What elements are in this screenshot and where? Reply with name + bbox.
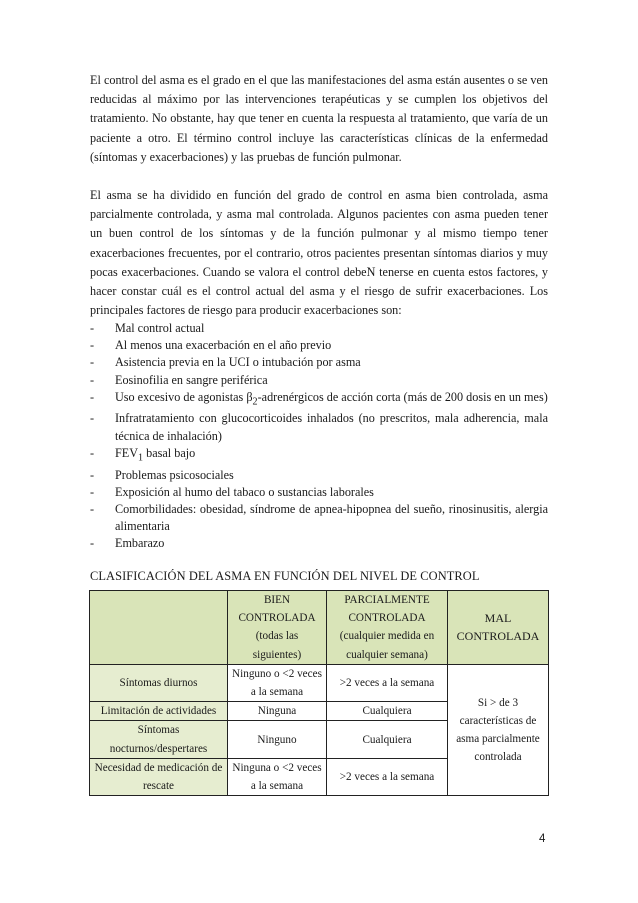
cell-parcial: >2 veces a la semana bbox=[327, 758, 448, 795]
cell-bien: Ninguna bbox=[228, 702, 327, 721]
list-item: - $FEV_1$ basal bajo bbox=[90, 445, 196, 464]
header-bien-controlada: BIEN CONTROLADA (todas las siguientes) bbox=[228, 591, 327, 665]
cell-bien: Ninguno bbox=[228, 721, 327, 758]
header-empty-cell bbox=[90, 591, 228, 665]
paragraph-asthma-control-definition: El control del asma es el grado en el que las manifestaciones del asma están ausentes o se ven reducidas al máximo por las intervenciones terapéuticas y se cumplen los objetivos del tratamiento. No obstante, hay que tener en cuenta la respuesta al tratamiento, que varía de un paciente a otro. El término control incluye las características clínicas de la enfermedad (síntomas y exacerbaciones) y las pruebas de función pulmonar. bbox=[90, 73, 548, 164]
list-item: - Comorbilidades: obesidad, síndrome de apnea-hipopnea del sueño, rinosinusitis, alergia alimentaria bbox=[90, 501, 548, 534]
list-item: - Al menos una exacerbación en el año previo bbox=[90, 338, 332, 353]
list-item: - Infratratamiento con glucocorticoides inhalados (no prescritos, mala adherencia, mala técnica de inhalación) bbox=[90, 411, 548, 443]
header-parcialmente-controlada: PARCIALMENTE CONTROLADA (cualquier medida en cualquier semana) bbox=[327, 591, 448, 665]
header-mal-controlada: MAL CONTROLADA bbox=[448, 591, 549, 665]
cell-parcial: >2 veces a la semana bbox=[327, 664, 448, 701]
cell-parcial: Cualquiera bbox=[327, 721, 448, 758]
row-label-sintomas-nocturnos: Síntomas nocturnos/despertares bbox=[90, 721, 228, 758]
list-item: - Asistencia previa en la UCI o intubación por asma bbox=[90, 355, 361, 370]
cell-bien: Ninguna o <2 veces a la semana bbox=[228, 758, 327, 795]
cell-parcial: Cualquiera bbox=[327, 702, 448, 721]
list-item: - Embarazo bbox=[90, 536, 165, 551]
list-item: - Exposición al humo del tabaco o sustancias laborales bbox=[90, 484, 374, 499]
list-item: - Uso excesivo de agonistas $\beta_2$-adrenérgicos de acción corta (más de 200 dosis en un mes) bbox=[90, 389, 548, 408]
list-item: - Problemas psicosociales bbox=[90, 467, 234, 482]
row-label-limitacion-actividades: Limitación de actividades bbox=[90, 702, 228, 721]
paragraph-control-classification: El asma se ha dividido en función del grado de control en asma bien controlada, asma parcialmente controlada, y asma mal controlada. Algunos pacientes con asma pueden tener un buen control de los síntomas y de la función pulmonar y al mismo tiempo tener exacerbaciones frecuentes, por el contrario, otros pacientes presentan síntomas diarios y muy pocas exacerbaciones. Cuando se valora el control debeN tenerse en cuenta estos factores, y hacer constar cuál es el control actual del asma y el riesgo de sufrir exacerbaciones. Los principales factores de riesgo para producir exacerbaciones son: bbox=[90, 188, 548, 318]
cell-mal-controlada: Si > de 3 características de asma parcialmente controlada bbox=[448, 664, 549, 795]
row-label-medicacion-rescate: Necesidad de medicación de rescate bbox=[90, 758, 228, 795]
risk-factors-list bbox=[90, 320, 548, 553]
asthma-control-table bbox=[89, 590, 549, 796]
table-row bbox=[90, 664, 549, 701]
section-heading: CLASIFICACIÓN DEL ASMA EN FUNCIÓN DEL NIVEL DE CONTROL bbox=[90, 569, 480, 583]
list-item: - Mal control actual bbox=[90, 321, 205, 335]
table-header-row bbox=[90, 591, 549, 665]
row-label-sintomas-diurnos: Síntomas diurnos bbox=[90, 664, 228, 701]
page-number: 4 bbox=[539, 833, 546, 845]
list-item: - Eosinofilia en sangre periférica bbox=[90, 372, 268, 387]
cell-bien: Ninguno o <2 veces a la semana bbox=[228, 664, 327, 701]
